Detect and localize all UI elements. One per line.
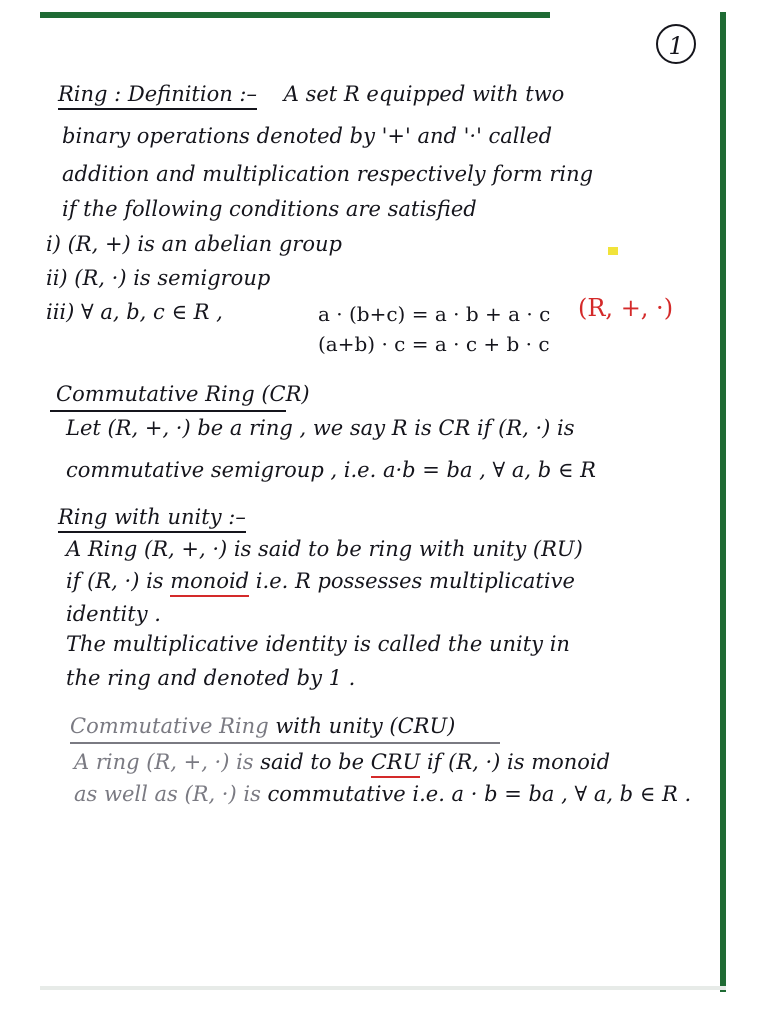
- ring-definition-line-2: binary operations denoted by '+' and '·' called: [62, 124, 553, 148]
- ring-definition-line-3: addition and multiplication respectively form ring: [62, 162, 594, 186]
- distributive-right: (a+b) · c = a · c + b · c: [318, 332, 550, 356]
- ring-with-unity-line-4: The multiplicative identity is called the unity in: [66, 632, 570, 656]
- commutative-ring-line-2: commutative semigroup , i.e. a·b = ba , ∀ a, b ∈ R: [66, 458, 596, 482]
- cru-line-2: [74, 780, 691, 808]
- cru-heading: [70, 712, 455, 740]
- cru-line-1-rest-post: if (R, ·) is monoid: [420, 750, 611, 774]
- ring-condition-3: iii) ∀ a, b, c ∈ R ,: [46, 300, 223, 324]
- ring-with-unity-line-2-pre: if (R, ·) is: [66, 569, 171, 593]
- ring-with-unity-line-3: identity .: [66, 602, 161, 626]
- sticky-note-mark: [608, 247, 618, 255]
- ring-condition-2: ii) (R, ·) is semigroup: [46, 266, 271, 290]
- ring-with-unity-line-1: A Ring (R, +, ·) is said to be ring with unity (RU): [66, 537, 583, 561]
- ring-with-unity-line-2-post: i.e. R possesses multiplicative: [249, 569, 575, 593]
- ring-notation-note: (R, +, ·): [578, 294, 674, 322]
- cru-line-1-rest-pre: said to be: [253, 750, 371, 774]
- commutative-ring-line-1: Let (R, +, ·) be a ring , we say R is CR if (R, ·) is: [66, 416, 575, 440]
- page-bottom-edge: [40, 986, 726, 990]
- commutative-ring-heading: Commutative Ring (CR): [56, 382, 310, 406]
- page-number: 1: [656, 24, 696, 64]
- cru-line-2-faded: as well as (R, ·) is: [74, 782, 261, 806]
- cru-line-1-faded: A ring (R, +, ·) is: [74, 750, 254, 774]
- ring-with-unity-heading: Ring with unity :–: [58, 505, 246, 533]
- ring-definition-line-1: A set R equipped with two: [283, 82, 565, 106]
- ring-definition-line-4: if the following conditions are satisfied: [62, 197, 477, 221]
- monoid-keyword: monoid: [170, 569, 249, 597]
- cru-underline: [70, 742, 500, 744]
- ring-with-unity-heading-wrap: [58, 503, 246, 531]
- cru-line-1: [74, 748, 610, 776]
- ring-definition-block: [58, 80, 564, 108]
- cru-heading-pre: Commutative Ring: [70, 714, 276, 738]
- cru-line-2-rest: commutative i.e. a · b = ba , ∀ a, b ∈ R .: [260, 782, 692, 806]
- binder-edge-right: [720, 12, 726, 992]
- commutative-ring-underline: [50, 410, 286, 412]
- cru-keyword: CRU: [371, 750, 421, 778]
- distributive-left: a · (b+c) = a · b + a · c: [318, 302, 551, 326]
- ring-definition-heading: Ring : Definition :–: [58, 82, 257, 110]
- ring-condition-1: i) (R, +) is an abelian group: [46, 232, 342, 256]
- binder-edge-top: [40, 12, 550, 18]
- cru-heading-post: with unity (CRU): [275, 714, 456, 738]
- ring-with-unity-line-2: [66, 567, 575, 595]
- ring-with-unity-line-5: the ring and denoted by 1 .: [66, 666, 356, 690]
